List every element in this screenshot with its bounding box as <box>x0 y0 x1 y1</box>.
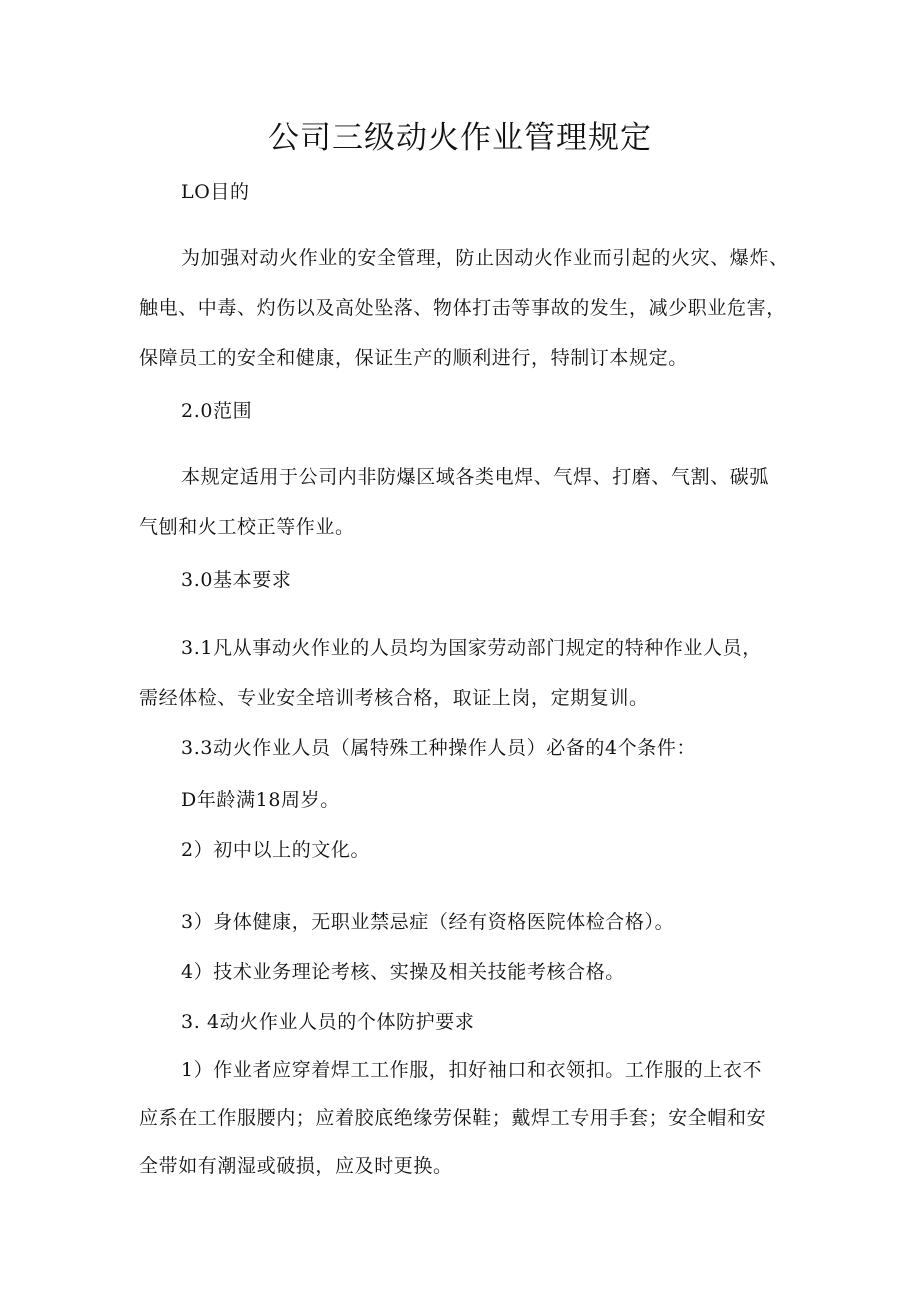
condition-1: D年龄满18周岁。 <box>181 789 340 811</box>
requirement-3-4-heading: 3. 4动火作业人员的个体防护要求 <box>181 1011 475 1033</box>
scope-line-2: 气刨和火工校正等作业。 <box>139 516 355 538</box>
requirement-3-1-line-1: 3.1凡从事动火作业的人员均为国家劳动部门规定的特种作业人员， <box>181 637 762 659</box>
requirement-3-1-line-2: 需经体检、专业安全培训考核合格，取证上岗，定期复训。 <box>139 687 649 709</box>
condition-2: 2）初中以上的文化。 <box>181 839 371 861</box>
condition-3: 3）身体健康，无职业禁忌症（经有资格医院体检合格）。 <box>181 911 675 933</box>
purpose-line-3: 保障员工的安全和健康，保证生产的顺利进行，特制订本规定。 <box>139 347 688 369</box>
section-heading-basic-requirements: 3.0基本要求 <box>181 569 292 591</box>
condition-4: 4）技术业务理论考核、实操及相关技能考核合格。 <box>181 961 625 983</box>
purpose-line-1: 为加强对动火作业的安全管理，防止因动火作业而引起的火灾、爆炸、 <box>181 247 789 269</box>
scope-line-1: 本规定适用于公司内非防爆区域各类电焊、气焊、打磨、气割、碳弧 <box>181 466 770 488</box>
protection-line-2: 应系在工作服腰内；应着胶底绝缘劳保鞋；戴焊工专用手套；安全帽和安 <box>139 1107 767 1129</box>
section-heading-scope: 2.0范围 <box>181 400 253 422</box>
requirement-3-3: 3.3动火作业人员（属特殊工种操作人员）必备的4个条件： <box>181 737 697 759</box>
protection-line-1: 1）作业者应穿着焊工工作服，扣好袖口和衣领扣。工作服的上衣不 <box>181 1059 763 1081</box>
protection-line-3: 全带如有潮湿或破损，应及时更换。 <box>139 1155 453 1177</box>
purpose-line-2: 触电、中毒、灼伤以及高处坠落、物体打击等事故的发生，减少职业危害， <box>139 297 786 319</box>
document-title: 公司三级动火作业管理规定 <box>268 120 652 156</box>
section-heading-purpose: LO目的 <box>181 181 250 203</box>
